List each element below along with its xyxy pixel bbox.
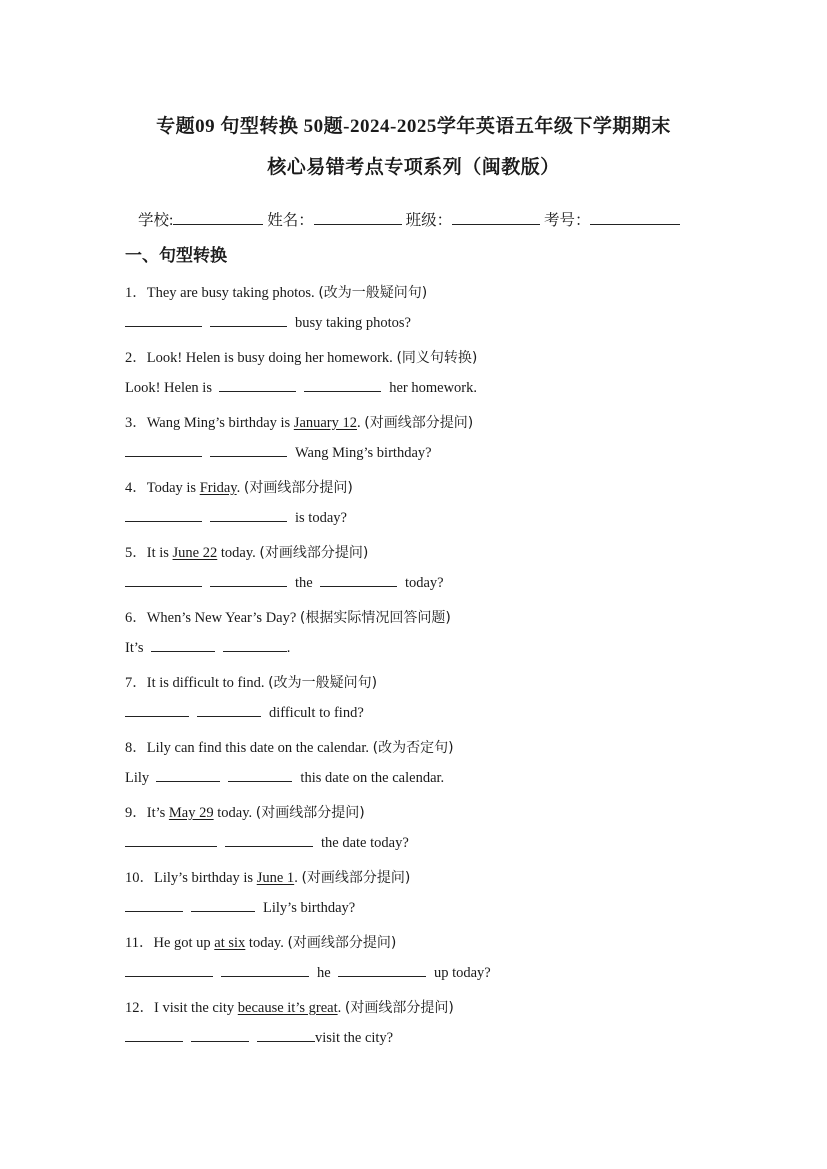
answer-12: visit the city?	[125, 1028, 393, 1047]
question-7: 7．It is difficult to find. (改为一般疑问句)	[125, 675, 378, 691]
document-title-line1: 专题09 句型转换 50题-2024-2025学年英语五年级下学期期末	[156, 116, 671, 137]
question-11: 11．He got up at six today. (对画线部分提问)	[125, 935, 397, 951]
answer-7: difficult to find?	[125, 703, 364, 722]
answer-3: Wang Ming’s birthday?	[125, 443, 432, 462]
question-9: 9．It’s May 29 today. (对画线部分提问)	[125, 805, 365, 821]
answer-blank[interactable]	[191, 1028, 249, 1042]
question-10: 10．Lily’s birthday is June 1. (对画线部分提问)	[125, 870, 411, 886]
answer-blank[interactable]	[210, 313, 287, 327]
answer-5: the today?	[125, 573, 444, 592]
answer-blank[interactable]	[125, 573, 202, 587]
answer-blank[interactable]	[156, 768, 220, 782]
answer-blank[interactable]	[219, 378, 296, 392]
answer-11: he up today?	[125, 963, 491, 982]
question-4: 4．Today is Friday. (对画线部分提问)	[125, 480, 353, 496]
answer-blank[interactable]	[210, 508, 287, 522]
school-label: 学校:	[138, 212, 174, 229]
answer-blank[interactable]	[125, 833, 217, 847]
answer-blank[interactable]	[197, 703, 261, 717]
document-title-line2: 核心易错考点专项系列（闽教版）	[267, 157, 560, 178]
class-field[interactable]	[452, 210, 540, 225]
question-8: 8．Lily can find this date on the calendar. (改为否定句)	[125, 740, 454, 756]
answer-10: Lily’s birthday?	[125, 898, 355, 917]
answer-blank[interactable]	[223, 638, 287, 652]
answer-blank[interactable]	[228, 768, 292, 782]
answer-blank[interactable]	[191, 898, 255, 912]
answer-1: busy taking photos?	[125, 313, 411, 332]
question-3: 3．Wang Ming’s birthday is January 12. (对画线部分提问)	[125, 415, 474, 431]
name-label: 姓名：	[267, 212, 314, 229]
number-label: 考号：	[543, 212, 591, 229]
answer-blank[interactable]	[151, 638, 215, 652]
answer-blank[interactable]	[221, 963, 309, 977]
answer-blank[interactable]	[257, 1028, 315, 1042]
question-2: 2．Look! Helen is busy doing her homework. (同义句转换)	[125, 350, 478, 366]
answer-blank[interactable]	[225, 833, 313, 847]
answer-6: It’s .	[125, 640, 291, 656]
answer-blank[interactable]	[320, 573, 397, 587]
question-12: 12．I visit the city because it’s great. (对画线部分提问)	[125, 1000, 454, 1016]
section-title: 一、句型转换	[125, 246, 227, 265]
answer-9: the date today?	[125, 833, 409, 852]
answer-4: is today?	[125, 508, 347, 527]
answer-blank[interactable]	[210, 443, 287, 457]
answer-blank[interactable]	[125, 963, 213, 977]
question-1: 1．They are busy taking photos. (改为一般疑问句)	[125, 285, 428, 301]
answer-2: Look! Helen is her homework.	[125, 380, 478, 396]
answer-blank[interactable]	[210, 573, 287, 587]
answer-8: Lily this date on the calendar.	[125, 770, 445, 786]
class-label: 班级：	[405, 212, 453, 229]
number-field[interactable]	[590, 210, 680, 225]
answer-blank[interactable]	[125, 313, 202, 327]
answer-blank[interactable]	[304, 378, 381, 392]
answer-blank[interactable]	[125, 443, 202, 457]
name-field[interactable]	[314, 210, 402, 225]
answer-blank[interactable]	[125, 703, 189, 717]
question-6: 6．When’s New Year’s Day? (根据实际情况回答问题)	[125, 610, 451, 626]
student-info-row	[138, 208, 680, 230]
answer-blank[interactable]	[125, 898, 183, 912]
answer-blank[interactable]	[338, 963, 426, 977]
answer-blank[interactable]	[125, 1028, 183, 1042]
answer-blank[interactable]	[125, 508, 202, 522]
school-field[interactable]	[173, 210, 263, 225]
question-5: 5．It is June 22 today. (对画线部分提问)	[125, 545, 369, 561]
